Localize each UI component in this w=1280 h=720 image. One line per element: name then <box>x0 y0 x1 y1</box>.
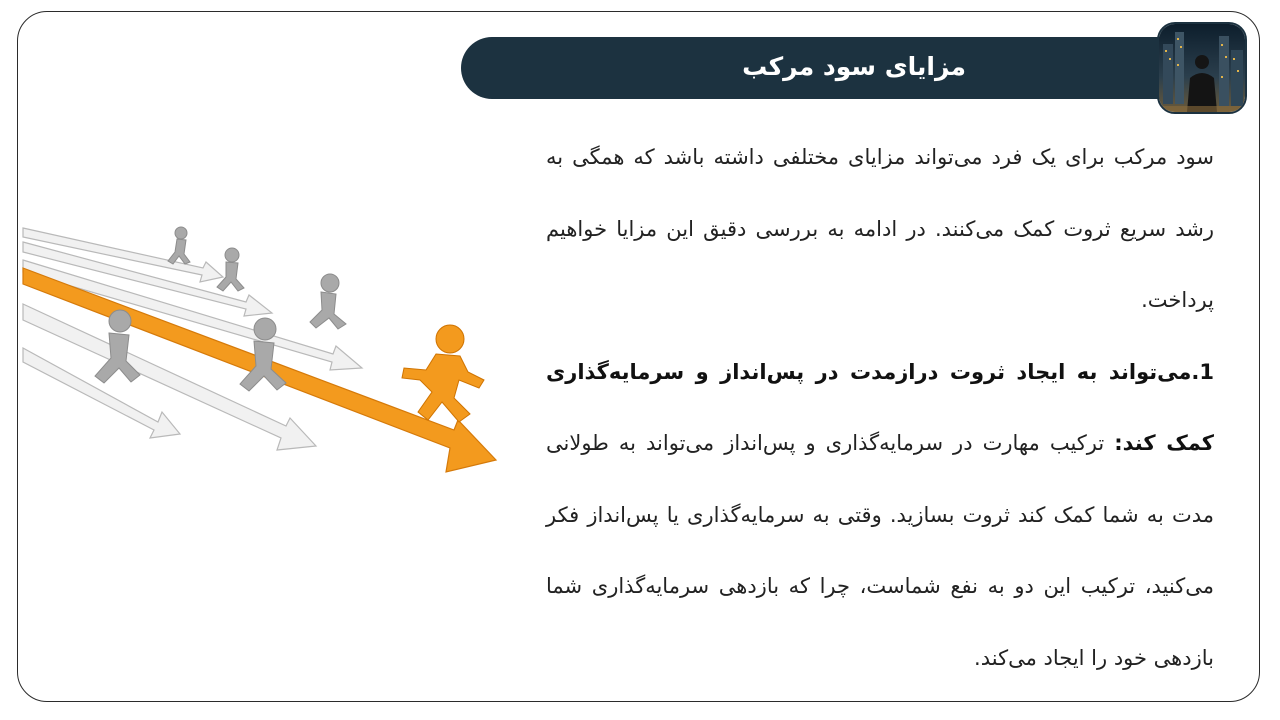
paragraph-intro-text: سود مرکب برای یک فرد می‌تواند مزایای مختلفی داشته باشد که همگی به رشد سریع ثروت کمک می‌کنند. در ادامه به بررسی دقیق این مزایا خواهیم پرداخت. <box>546 145 1214 312</box>
benefit-1-text: ترکیب مهارت در سرمایه‌گذاری و پس‌انداز می‌تواند به طولانی مدت به شما کمک کند ثروت بسازید. وقتی به سرمایه‌گذاری یا پس‌انداز فکر می‌کنید، ترکیب این دو به نفع شماست، چرا که بازدهی سرمایه‌گذاری شما بازدهی خود را ایجاد می‌کند. <box>546 431 1214 670</box>
slide-title: مزایای سود مرکب <box>742 52 966 81</box>
businessman-city-skyline-photo <box>1157 22 1247 114</box>
paragraph-intro <box>546 122 1214 337</box>
title-bar <box>461 37 1241 99</box>
body-text <box>546 122 1214 694</box>
paragraph-benefit-1 <box>546 337 1214 695</box>
slide <box>17 11 1260 702</box>
runners-on-arrows-leader-icon <box>18 202 508 482</box>
benefit-1-heading: 1.می‌تواند به ایجاد ثروت درازمدت در پس‌انداز و سرمایه‌گذاری کمک کند: <box>546 359 1214 455</box>
